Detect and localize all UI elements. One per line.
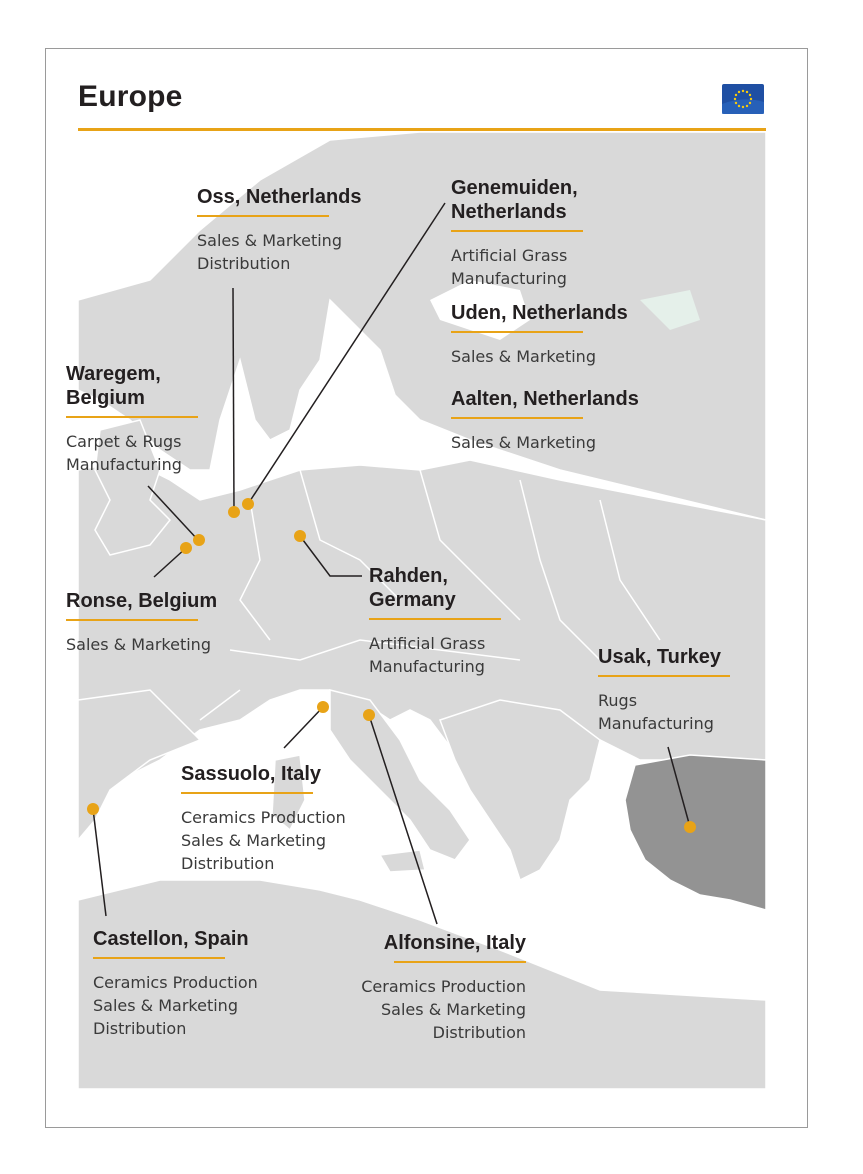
location-description: Ceramics Production Sales & Marketing Distribution (361, 977, 526, 1042)
marker-usak[interactable] (684, 821, 696, 833)
location-name: Waregem, Belgium (66, 363, 161, 409)
location-rahden (369, 564, 539, 678)
location-name: Rahden, Germany (369, 565, 456, 611)
location-alfonsine (326, 931, 526, 1044)
location-description: Carpet & Rugs Manufacturing (66, 432, 182, 474)
marker-waregem[interactable] (193, 534, 205, 546)
marker-alfonsine[interactable] (363, 709, 375, 721)
location-underline (66, 416, 198, 418)
location-description: Artificial Grass Manufacturing (369, 634, 486, 676)
location-ronse (66, 589, 256, 656)
eu-flag-icon (722, 84, 764, 114)
location-waregem (66, 362, 226, 476)
marker-sassuolo[interactable] (317, 701, 329, 713)
location-castellon (93, 927, 293, 1040)
location-name: Usak, Turkey (598, 646, 722, 668)
location-underline (369, 618, 501, 620)
location-name: Genemuiden, Netherlands (451, 177, 578, 223)
location-name: Alfonsine, Italy (383, 932, 526, 954)
location-description: Rugs Manufacturing (598, 691, 714, 733)
location-description: Sales & Marketing (451, 433, 596, 452)
location-name: Uden, Netherlands (451, 302, 628, 324)
location-uden (451, 301, 671, 368)
marker-castellon[interactable] (87, 803, 99, 815)
location-description: Ceramics Production Sales & Marketing Distribution (181, 808, 346, 873)
location-underline (66, 619, 198, 621)
location-description: Artificial Grass Manufacturing (451, 246, 568, 288)
location-usak (598, 645, 758, 735)
title-underline (78, 128, 766, 131)
location-name: Oss, Netherlands (197, 186, 362, 208)
leader-oss (233, 288, 234, 512)
location-underline (451, 331, 583, 333)
location-aalten (451, 387, 681, 454)
location-underline (394, 961, 526, 963)
location-name: Ronse, Belgium (66, 590, 218, 612)
marker-oss[interactable] (228, 506, 240, 518)
location-underline (181, 792, 313, 794)
location-name: Aalten, Netherlands (451, 388, 639, 410)
location-description: Ceramics Production Sales & Marketing Distribution (93, 973, 258, 1038)
location-description: Sales & Marketing (451, 347, 596, 366)
location-underline (93, 957, 225, 959)
location-oss (197, 185, 387, 275)
page-title: Europe (78, 80, 183, 113)
marker-rahden[interactable] (294, 530, 306, 542)
location-sassuolo (181, 762, 381, 875)
marker-genemuiden[interactable] (242, 498, 254, 510)
marker-ronse[interactable] (180, 542, 192, 554)
location-underline (451, 417, 583, 419)
location-genemuiden (451, 176, 651, 290)
location-name: Sassuolo, Italy (181, 763, 322, 785)
location-description: Sales & Marketing (66, 635, 211, 654)
location-underline (451, 230, 583, 232)
location-name: Castellon, Spain (93, 928, 249, 950)
location-underline (197, 215, 329, 217)
location-underline (598, 675, 730, 677)
location-description: Sales & Marketing Distribution (197, 231, 342, 273)
